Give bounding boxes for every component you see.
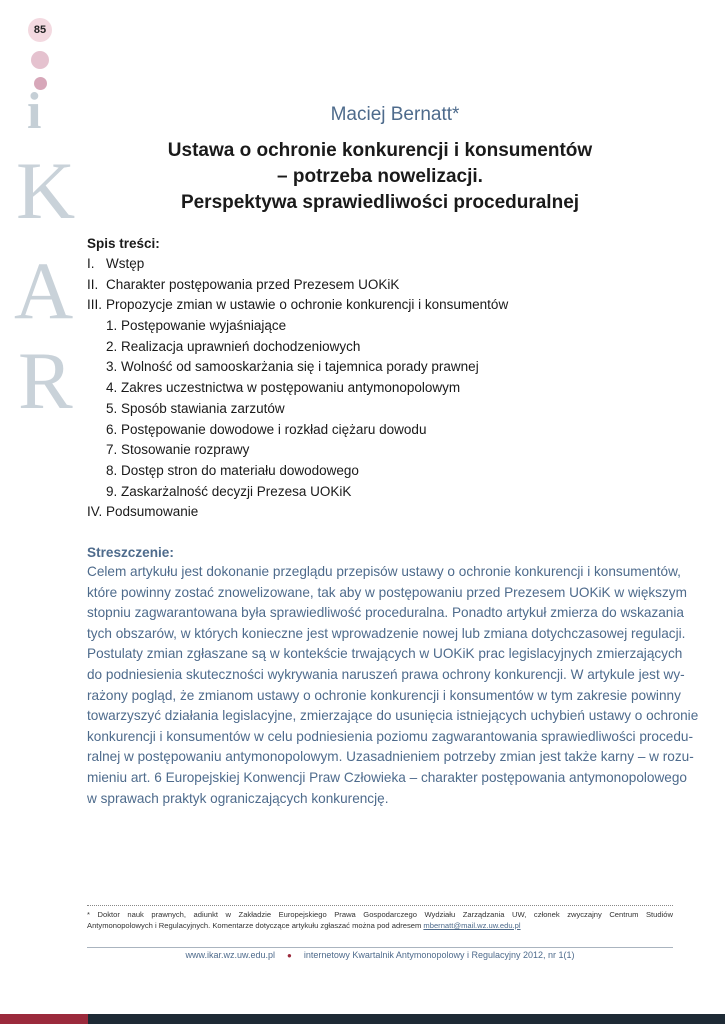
title-line: Perspektywa sprawiedliwości proceduralnej xyxy=(180,192,580,213)
toc-item-label: 1. Postępowanie wyjaśniające xyxy=(106,318,287,334)
toc-item-label: Podsumowanie xyxy=(106,504,199,520)
toc-item-label: 2. Realizacja uprawnień dochodzeniowych xyxy=(106,338,361,354)
footnote-divider xyxy=(87,905,673,906)
author-name: Maciej Bernatt* xyxy=(330,104,460,125)
title-line: – potrzeba nowelizacji. xyxy=(277,166,483,187)
toc-item xyxy=(87,275,687,296)
footnote-line xyxy=(87,920,673,931)
toc-subitem xyxy=(87,316,687,337)
abstract-line: tych obszarów, w których konieczne jest wprowadzenie nowej lub zmiana dotychczasowej regulacji. xyxy=(87,625,686,641)
toc-subitem xyxy=(87,482,687,503)
footer-dark-bar xyxy=(88,1014,725,1024)
logo-letter-a: A xyxy=(14,245,74,336)
toc-subitem xyxy=(87,357,687,378)
toc-subitem xyxy=(87,378,687,399)
toc-item-number: II. xyxy=(87,276,99,292)
abstract-line: stopniu zagwarantowana była sprawiedliwość proceduralna. Ponadto artykuł zmierza do wskazania xyxy=(87,605,684,621)
author-email-link[interactable]: mbernatt@mail.wz.uw.edu.pl xyxy=(423,921,521,930)
article-title xyxy=(110,138,650,216)
toc-subitem xyxy=(87,420,687,441)
toc-item xyxy=(87,295,687,316)
toc-item-label: Propozycje zmian w ustawie o ochronie konkurencji i konsumentów xyxy=(106,297,509,313)
toc-item-label: 5. Sposób stawiania zarzutów xyxy=(106,400,285,416)
footnote-text: Antymonopolowych i Regulacyjnych. Komentarze dotyczące artykułu zgłaszać można pod adresem xyxy=(87,921,424,930)
abstract-line: rażony pogląd, że zmianom ustawy o ochronie konkurencji i konsumentów w tym zakresie powinny xyxy=(87,687,681,703)
toc-subitem xyxy=(87,399,687,420)
bullet-icon: ● xyxy=(287,951,292,960)
abstract-line: Postulaty zmian zgłaszane są w kontekście trwających w UOKiK prac legislacyjnych zmierzających xyxy=(87,646,683,662)
abstract-line: Celem artykułu jest dokonanie przeglądu przepisów ustawy o ochronie konkurencji i konsumentów, xyxy=(87,564,681,579)
abstract-line: towarzyszyć działania legislacyjne, zmierzające do usunięcia istniejących uchybień ustawy o ochronie xyxy=(87,708,699,724)
footer-website-link[interactable]: www.ikar.wz.uw.edu.pl xyxy=(185,950,276,960)
toc-item-label: 7. Stosowanie rozprawy xyxy=(106,442,250,458)
title-line: Ustawa o ochronie konkurencji i konsumentów xyxy=(167,140,593,161)
abstract-line: w sprawach praktyk ograniczających konkurencję. xyxy=(87,790,389,806)
toc-item-label: 3. Wolność od samooskarżania się i tajemnica porady prawnej xyxy=(106,359,479,375)
toc-item xyxy=(87,502,687,523)
toc-item-label: 8. Dostęp stron do materiału dowodowego xyxy=(106,462,359,478)
toc-item-number: I. xyxy=(87,256,95,271)
abstract-line: do podniesienia skuteczności wykrywania naruszeń prawa ochrony konkurencji. W artykule jest wy- xyxy=(87,666,685,682)
toc-item-label: Charakter postępowania przed Prezesem UOKiK xyxy=(106,276,400,292)
abstract-line: które powinny zostać znowelizowane, tak aby w postępowaniu przed Prezesem UOKiK w większym xyxy=(87,584,687,600)
toc-item-label: 6. Postępowanie dowodowe i rozkład ciężaru dowodu xyxy=(106,421,427,437)
footer-journal-name: internetowy Kwartalnik Antymonopolowy i Regulacyjny 2012, nr 1(1) xyxy=(303,950,575,960)
author-footnote xyxy=(87,909,673,931)
toc-heading: Spis treści: xyxy=(87,236,160,251)
toc-subitem xyxy=(87,461,687,482)
toc-item-number: IV. xyxy=(87,504,103,520)
toc-item-number: III. xyxy=(87,297,103,313)
toc-item xyxy=(87,254,687,275)
abstract-line: konkurencji i konsumentów w celu podniesienia poziomu zagwarantowania sprawiedliwości procedu- xyxy=(87,728,693,744)
toc-subitem xyxy=(87,337,687,358)
footer-divider xyxy=(87,947,673,948)
page-footer xyxy=(87,950,673,960)
toc-item-label: 9. Zaskarżalność decyzji Prezesa UOKiK xyxy=(106,483,352,499)
toc-subitem xyxy=(87,440,687,461)
logo-letter-k: K xyxy=(16,145,76,236)
toc-item-label: 4. Zakres uczestnictwa w postępowaniu antymonopolowym xyxy=(106,380,461,396)
toc-item-label: Wstęp xyxy=(106,256,145,271)
table-of-contents xyxy=(87,233,687,523)
abstract-heading: Streszczenie: xyxy=(87,545,174,560)
page-number: 85 xyxy=(28,18,52,42)
footer-accent-bar xyxy=(0,1014,88,1024)
abstract-line: ralnej w postępowaniu antymonopolowym. Uzasadnieniem potrzeby zmian jest także karny – w rozu- xyxy=(87,749,694,765)
logo-dot-large xyxy=(31,51,49,69)
abstract-line: mieniu art. 6 Europejskiej Konwencji Praw Człowieka – charakter postępowania antymonopolowego xyxy=(87,769,687,785)
logo-letter-r: R xyxy=(18,335,73,426)
abstract xyxy=(87,543,699,809)
footnote-line: * Doktor nauk prawnych, adiunkt w Zakładzie Europejskiego Prawa Gospodarczego Wydziału Zarządzania UW, członek zwyczajny Centrum Studiów xyxy=(87,910,673,919)
logo-letter-i: i xyxy=(27,83,42,140)
